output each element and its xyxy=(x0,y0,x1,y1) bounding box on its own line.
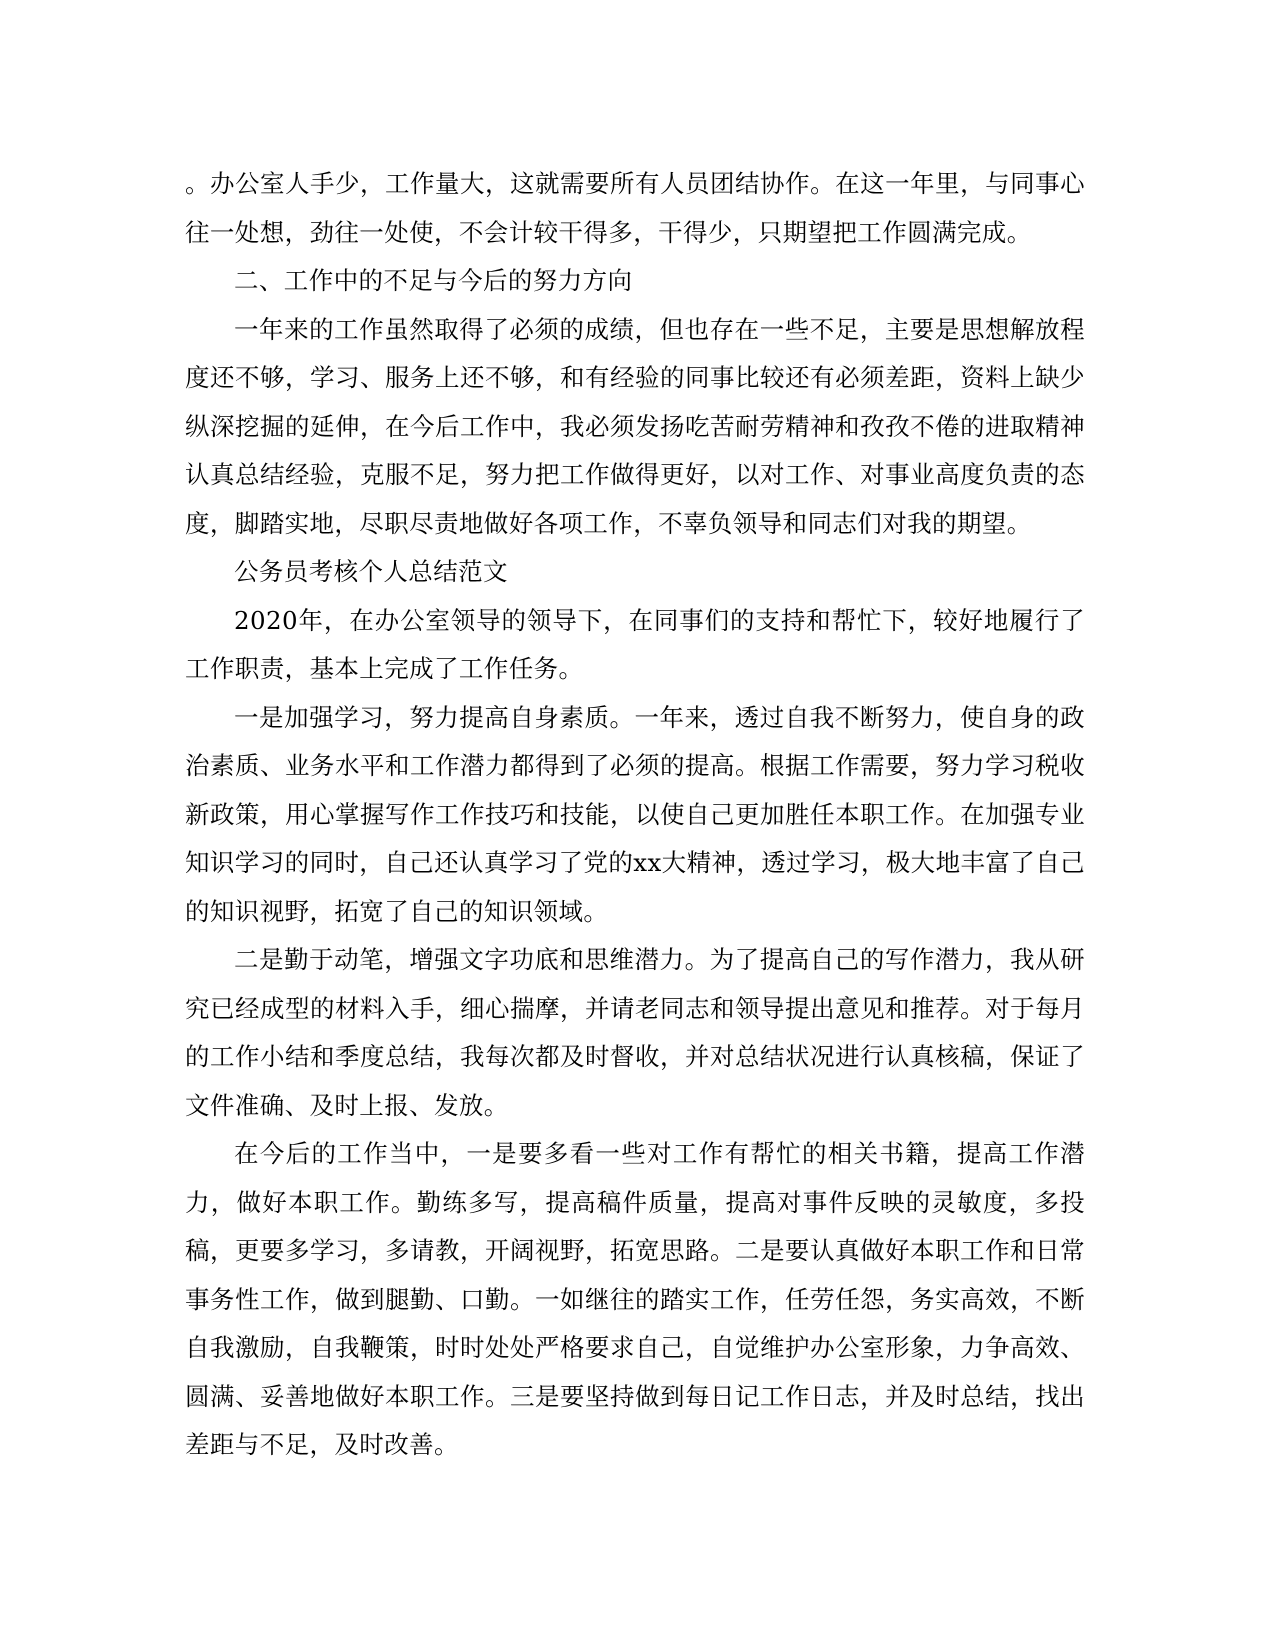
paragraph-shortcomings: 一年来的工作虽然取得了必须的成绩，但也存在一些不足，主要是思想解放程度还不够，学习、服务上还不够，和有经验的同事比较还有必须差距，资料上缺少纵深挖掘的延伸，在今后工作中，我必须发扬吃苦耐劳精神和孜孜不倦的进取精神认真总结经验，克服不足，努力把工作做得更好，以对工作、对事业高度负责的态度，脚踏实地，尽职尽责地做好各项工作，不辜负领导和同志们对我的期望。 xyxy=(185,314,1085,538)
paragraph-continuation: 。办公室人手少，工作量大，这就需要所有人员团结协作。在这一年里，与同事心往一处想，劲往一处使，不会计较干得多，干得少，只期望把工作圆满完成。 xyxy=(185,169,1085,247)
paragraph-study: 一是加强学习，努力提高自身素质。一年来，透过自我不断努力，使自身的政治素质、业务水平和工作潜力都得到了必须的提高。根据工作需要，努力学习税收新政策，用心掌握写作工作技巧和技能，以使自己更加胜任本职工作。在加强专业知识学习的同时，自己还认真学习了党的xx大精神，透过学习，极大地丰富了自己的知识视野，拓宽了自己的知识领域。 xyxy=(185,702,1085,926)
paragraph-future-plans: 在今后的工作当中，一是要多看一些对工作有帮忙的相关书籍，提高工作潜力，做好本职工作。勤练多写，提高稿件质量，提高对事件反映的灵敏度，多投稿，更要多学习，多请教，开阔视野，拓宽思路。二是要认真做好本职工作和日常事务性工作，做到腿勤、口勤。一如继往的踏实工作，任劳任怨，务实高效，不断自我激励，自我鞭策，时时处处严格要求自己，自觉维护办公室形象，力争高效、圆满、妥善地做好本职工作。三是要坚持做到每日记工作日志，并及时总结，找出差距与不足，及时改善。 xyxy=(185,1139,1085,1459)
paragraph-intro: 2020年，在办公室领导的领导下，在同事们的支持和帮忙下，较好地履行了工作职责，基本上完成了工作任务。 xyxy=(185,605,1085,683)
document-body xyxy=(185,160,1085,1470)
article-title: 公务员考核个人总结范文 xyxy=(234,557,508,586)
paragraph-writing: 二是勤于动笔，增强文字功底和思维潜力。为了提高自己的写作潜力，我从研究已经成型的材料入手，细心揣摩，并请老同志和领导提出意见和推荐。对于每月的工作小结和季度总结，我每次都及时督收，并对总结状况进行认真核稿，保证了文件准确、及时上报、发放。 xyxy=(185,945,1085,1120)
section-heading-shortcomings: 二、工作中的不足与今后的努力方向 xyxy=(234,266,633,295)
